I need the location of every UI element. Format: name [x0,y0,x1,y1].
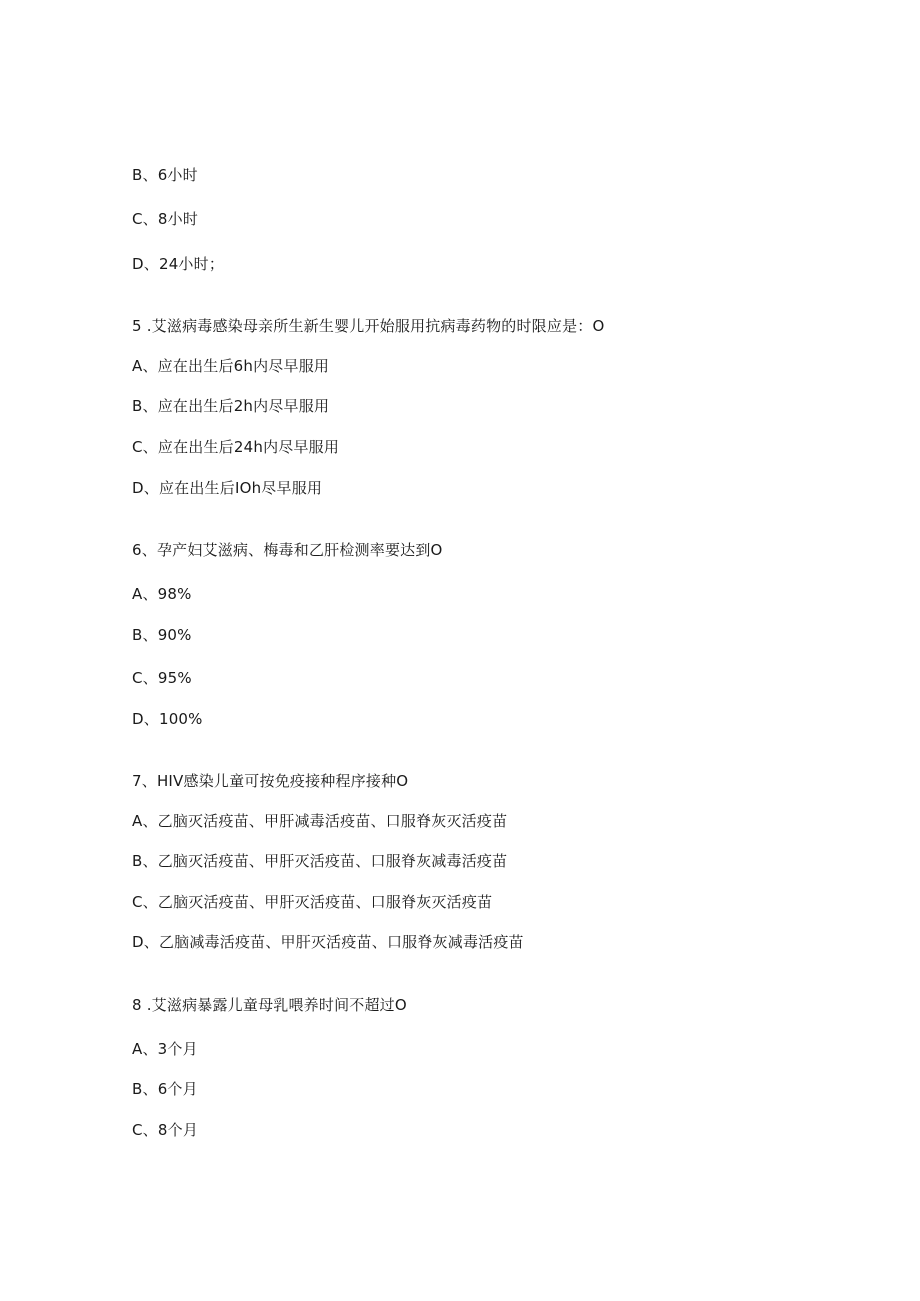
q4-option-b: B、6小时 [132,166,198,184]
q6-question: 6、孕产妇艾滋病、梅毒和乙肝检测率要达到O [132,541,443,559]
q5-option-c: C、应在出生后24h内尽早服用 [132,438,340,456]
q6-option-b: B、90% [132,626,192,644]
q5-option-d: D、应在出生后IOh尽早服用 [132,479,323,497]
q8-option-c: C、8个月 [132,1121,199,1139]
q6-option-c: C、95% [132,669,192,687]
q8-question: 8 .艾滋病暴露儿童母乳喂养时间不超过O [132,996,407,1014]
q4-option-c: C、8小时 [132,210,199,228]
q5-option-b: B、应在出生后2h内尽早服用 [132,397,330,415]
q5-option-a: A、应在出生后6h内尽早服用 [132,357,330,375]
q7-option-d: D、乙脑减毒活疫苗、甲肝灭活疫苗、口服脊灰减毒活疫苗 [132,933,524,951]
q4-option-d: D、24小时； [132,255,225,273]
q7-option-a: A、乙脑灭活疫苗、甲肝减毒活疫苗、口服脊灰灭活疫苗 [132,812,508,830]
q7-option-b: B、乙脑灭活疫苗、甲肝灭活疫苗、口服脊灰减毒活疫苗 [132,852,508,870]
q7-question: 7、HIV感染儿童可按免疫接种程序接种O [132,772,409,790]
q6-option-d: D、100% [132,710,203,728]
q8-option-b: B、6个月 [132,1080,198,1098]
q5-question: 5 .艾滋病毒感染母亲所生新生婴儿开始服用抗病毒药物的时限应是：O [132,317,605,335]
q6-option-a: A、98% [132,585,192,603]
q8-option-a: A、3个月 [132,1040,198,1058]
q7-option-c: C、乙脑灭活疫苗、甲肝灭活疫苗、口服脊灰灭活疫苗 [132,893,493,911]
